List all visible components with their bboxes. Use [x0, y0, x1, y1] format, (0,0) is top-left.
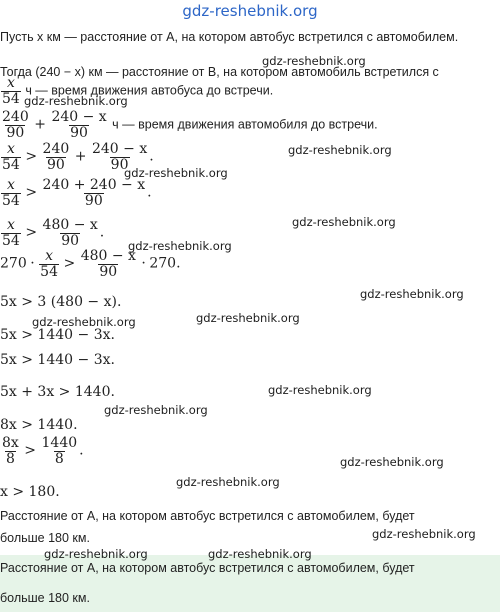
watermark-text: gdz-reshebnik.org: [128, 239, 232, 253]
bus-time-text: ч — время движения автобуса до встречи.: [25, 83, 274, 98]
watermark-text: gdz-reshebnik.org: [292, 215, 396, 229]
solution-text-2: больше 180 км.: [0, 531, 90, 545]
watermark-text: gdz-reshebnik.org: [24, 94, 128, 108]
watermark-text: gdz-reshebnik.org: [340, 455, 444, 469]
watermark-text: gdz-reshebnik.org: [372, 527, 476, 541]
inequality-line-3: $\frac{x}{54}$ > $\frac{480 - x}{90}$ .: [2, 217, 105, 249]
inequality-line-10: $\frac{8x}{8}$ > $\frac{1440}{8}$ .: [2, 435, 84, 467]
watermark-text: gdz-reshebnik.org: [44, 547, 148, 561]
watermark-text: gdz-reshebnik.org: [124, 166, 228, 180]
watermark-text: gdz-reshebnik.org: [104, 403, 208, 417]
watermark-text: gdz-reshebnik.org: [360, 287, 464, 301]
inequality-line-7: 5x > 1440 − 3x.: [0, 352, 115, 368]
inequality-line-5: 5x > 3 (480 − x).: [0, 294, 122, 310]
watermark-text: gdz-reshebnik.org: [268, 383, 372, 397]
watermark-text: gdz-reshebnik.org: [208, 547, 312, 561]
second-line: Тогда (240 − x) км — расстояние от B, на котором автомобиль встретился с: [0, 65, 439, 79]
watermark-text: gdz-reshebnik.org: [32, 315, 136, 329]
inequality-line-2: $\frac{x}{54}$ > $\frac{240 + 240 - x}{90}$ .: [2, 177, 152, 209]
car-time-text: ч — время движения автомобиля до встречи.: [112, 117, 378, 132]
site-watermark-header[interactable]: gdz-reshebnik.org: [182, 2, 318, 20]
answer-text-1: Расстояние от A, на котором автобус встретился с автомобилем, будет: [0, 561, 415, 575]
inequality-line-6: 5x > 1440 − 3x.: [0, 327, 115, 343]
watermark-text: gdz-reshebnik.org: [196, 311, 300, 325]
watermark-text: gdz-reshebnik.org: [176, 475, 280, 489]
fraction: $\frac{240}{90}$: [2, 109, 29, 141]
inequality-line-4: 270 · $\frac{x}{54}$ > $\frac{480 - x}{90}$ · 270.: [0, 248, 181, 280]
answer-box: [0, 555, 500, 612]
result-inequality: x > 180.: [0, 484, 60, 500]
inequality-line-9: 8x > 1440.: [0, 417, 78, 433]
watermark-text: gdz-reshebnik.org: [262, 54, 366, 68]
intro-line: Пусть x км — расстояние от A, на котором автобус встретился с автомобилем.: [0, 30, 459, 44]
fraction: $\frac{x}{54}$: [2, 75, 20, 107]
fraction: $\frac{240 - x}{90}$: [51, 109, 107, 141]
answer-text-2: больше 180 км.: [0, 591, 90, 605]
solution-text-1: Расстояние от A, на котором автобус встретился с автомобилем, будет: [0, 509, 415, 523]
inequality-line-8: 5x + 3x > 1440.: [0, 384, 115, 400]
watermark-text: gdz-reshebnik.org: [288, 143, 392, 157]
car-time-line: $\frac{240}{90}$ + $\frac{240 - x}{90}$ ч — время движения автомобиля до встречи.: [2, 109, 378, 141]
inequality-line-1: $\frac{x}{54}$ > $\frac{240}{90}$ + $\frac{240 - x}{90}$ .: [2, 141, 154, 173]
